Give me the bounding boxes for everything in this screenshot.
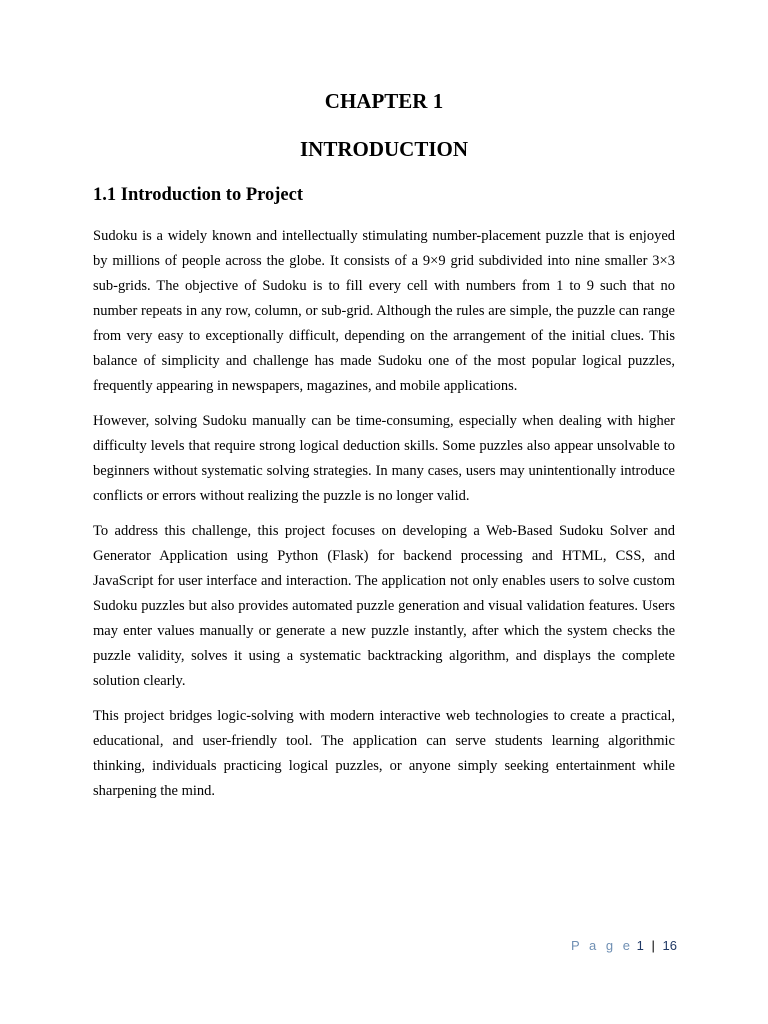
paragraph-4: This project bridges logic-solving with modern interactive web technologies to create a practical, educational, and user-friendly tool. The application can serve students learning algorithmic thinking, individuals practicing logical puzzles, or anyone simply seeking entertainment while sharpening the mind.	[93, 708, 675, 799]
paragraph-1: Sudoku is a widely known and intellectually stimulating number-placement puzzle that is enjoyed by millions of people across the globe. It consists of a 9×9 grid subdivided into nine smaller 3×3 sub-grids. The objective of Sudoku is to fill every cell with numbers from 1 to 9 such that no number repeats in any row, column, or sub-grid. Although the rules are simple, the puzzle can range from very easy to exceptionally difficult, depending on the arrangement of the initial clues. This balance of simplicity and challenge has made Sudoku one of the most popular logical puzzles, frequently appearing in newspapers, magazines, and mobile applications.	[93, 228, 675, 394]
paragraph-2: However, solving Sudoku manually can be time-consuming, especially when dealing with higher difficulty levels that require strong logical deduction skills. Some puzzles also appear unsolvable to beginners without systematic solving strategies. In many cases, users may unintentionally introduce conflicts or errors without realizing the puzzle is no longer valid.	[93, 413, 675, 504]
footer-total-pages: 16	[662, 938, 677, 953]
chapter-title: INTRODUCTION	[299, 137, 469, 161]
chapter-label: CHAPTER 1	[324, 89, 444, 113]
footer-current-page: 1	[636, 938, 644, 953]
section-heading: 1.1 Introduction to Project	[93, 185, 303, 205]
body-text	[93, 224, 675, 814]
page-footer	[571, 938, 677, 954]
footer-page-word: P a g e	[571, 938, 633, 953]
paragraph-3: To address this challenge, this project focuses on developing a Web-Based Sudoku Solver and Generator Application using Python (Flask) for backend processing and HTML, CSS, and JavaScript for user interface and interaction. The application not only enables users to solve custom Sudoku puzzles but also provides automated puzzle generation and visual validation features. Users may enter values manually or generate a new puzzle instantly, after which the system checks the puzzle validity, solves it using a systematic backtracking algorithm, and displays the complete solution clearly.	[93, 523, 675, 689]
footer-separator: |	[651, 938, 655, 953]
